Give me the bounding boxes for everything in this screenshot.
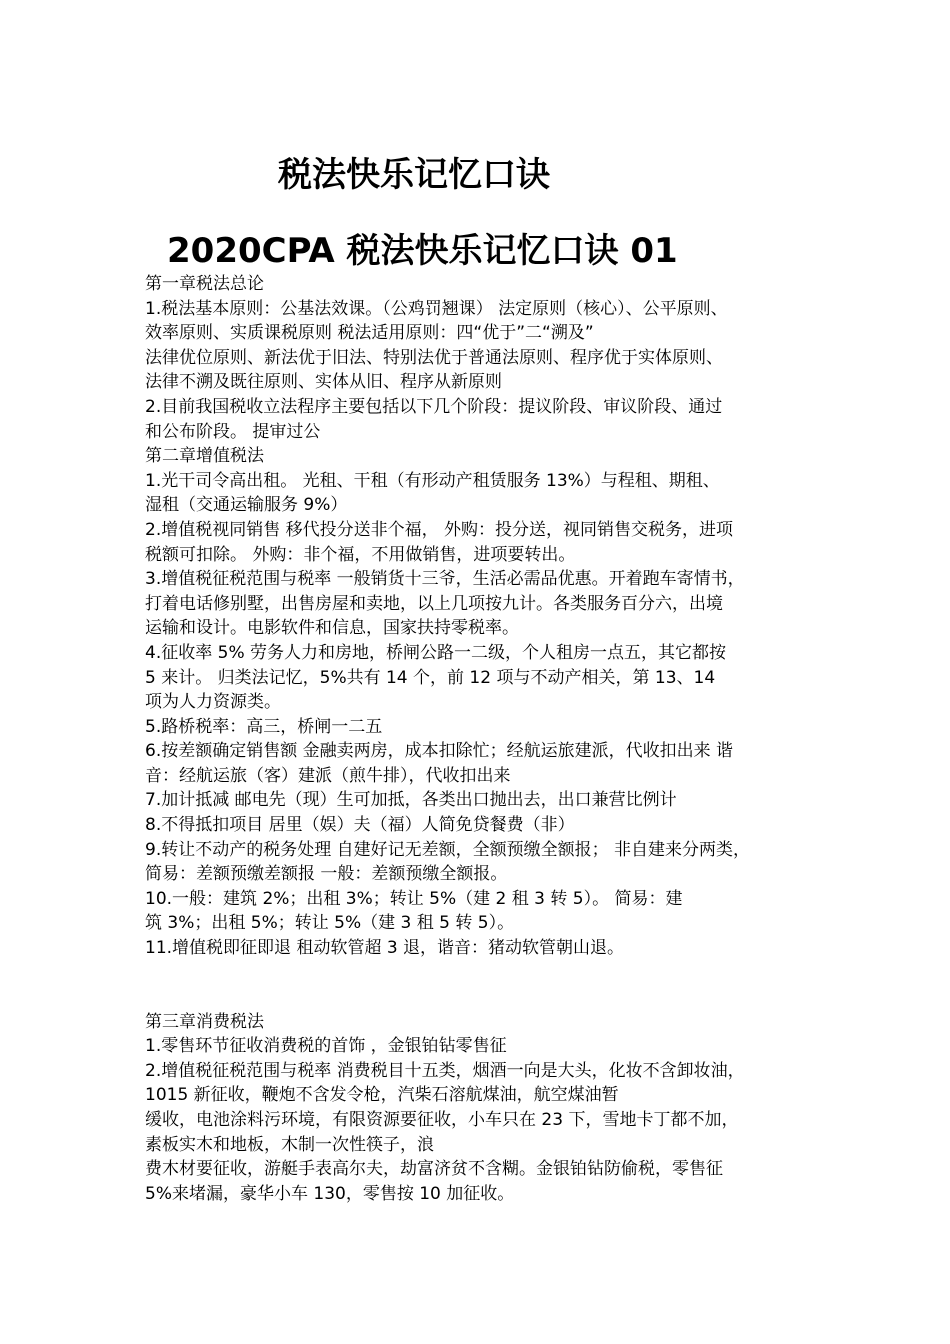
- text-line: 税额可扣除。 外购：非个福，不用做销售，进项要转出。: [145, 544, 576, 565]
- text-line: 简易：差额预缴差额报 一般：差额预缴全额报。: [145, 864, 508, 885]
- text-line: 2.目前我国税收立法程序主要包括以下几个阶段：提议阶段、审议阶段、通过: [145, 396, 723, 417]
- chapter-heading-1: 第一章税法总论: [145, 274, 264, 294]
- text-line: 7.加计抵减 邮电先（现）生可加抵，各类出口抛出去，出口兼营比例计: [145, 790, 677, 811]
- text-line: 5 来计。 归类法记忆，5%共有 14 个，前 12 项与不动产相关，第 13、14: [145, 667, 716, 688]
- text-line: 费木材要征收，游艇手表高尔夫，劫富济贫不含糊。金银铂钻防偷税，零售征: [145, 1159, 723, 1180]
- text-line: 筑 3%；出租 5%；转让 5%（建 3 租 5 转 5）。: [145, 913, 515, 934]
- text-line: 运输和设计。电影软件和信息，国家扶持零税率。: [145, 618, 519, 639]
- text-line: 6.按差额确定销售额 金融卖两房，成本扣除忙；经航运旅建派，代收扣出来 谐: [145, 741, 734, 762]
- blank-gap: [145, 961, 825, 1010]
- text-line: 素板实木和地板，木制一次性筷子，浪: [145, 1134, 434, 1155]
- text-line: 湿租（交通运输服务 9%）: [145, 495, 348, 516]
- text-line: 3.增值税征税范围与税率 一般销货十三爷，生活必需品优惠。开着跑车寄情书，: [145, 569, 745, 590]
- text-line: 1.零售环节征收消费税的首饰 ，金银铂钻零售征: [145, 1036, 507, 1057]
- text-line: 法律优位原则、新法优于旧法、特别法优于普通法原则、程序优于实体原则、: [145, 347, 723, 368]
- chapter-heading-2: 第二章增值税法: [145, 446, 264, 467]
- text-line: 9.转让不动产的税务处理 自建好记无差额，全额预缴全额报； 非自建来分两类，: [145, 839, 751, 860]
- text-line: 1.税法基本原则：公基法效课。（公鸡罚翘课） 法定原则（核心）、公平原则、: [145, 298, 728, 319]
- text-line: 效率原则、实质课税原则 税法适用原则：四“优于”二“溯及”: [145, 323, 594, 344]
- text-line: 和公布阶段。 提审过公: [145, 421, 321, 442]
- text-line: 法律不溯及既往原则、实体从旧、程序从新原则: [145, 372, 502, 393]
- text-line: 1015 新征收，鞭炮不含发令枪，汽柴石溶航煤油，航空煤油暂: [145, 1085, 619, 1106]
- document-body: [145, 272, 825, 1206]
- text-line: 打着电话修别墅，出售房屋和卖地，以上几项按九计。各类服务百分六，出境: [145, 593, 723, 614]
- text-line: 10.一般：建筑 2%；出租 3%；转让 5%（建 2 租 3 转 5）。 简易：建: [145, 888, 683, 909]
- text-line: 2.增值税征税范围与税率 消费税目十五类，烟酒一向是大头，化妆不含卸妆油，: [145, 1060, 745, 1081]
- text-line: 5%来堵漏，豪华小车 130，零售按 10 加征收。: [145, 1183, 515, 1204]
- text-line: 8.不得抵扣项目 居里（娱）夫（福）人简免贷餐费（非）: [145, 815, 575, 836]
- text-line: 缓收，电池涂料污环境，有限资源要征收，小车只在 23 下，雪地卡丁都不加，: [145, 1110, 739, 1130]
- text-line: 5.路桥税率：高三，桥闸一二五: [145, 716, 383, 737]
- text-line: 4.征收率 5% 劳务人力和房地，桥闸公路一二级，个人租房一点五，其它都按: [145, 642, 726, 663]
- document-title: 税法快乐记忆口诀: [278, 155, 550, 195]
- text-line: 1.光干司令高出租。 光租、干租（有形动产租赁服务 13%）与程租、期租、: [145, 470, 720, 491]
- text-line: 项为人力资源类。: [145, 692, 281, 713]
- text-line: 2.增值税视同销售 移代投分送非个福， 外购：投分送，视同销售交税务，进项: [145, 519, 734, 540]
- text-line: 11.增值税即征即退 租动软管超 3 退，谐音：猪动软管朝山退。: [145, 938, 625, 959]
- text-line: 音：经航运旅（客）建派（煎牛排），代收扣出来: [145, 765, 511, 786]
- document-subtitle: 2020CPA 税法快乐记忆口诀 01: [167, 231, 678, 271]
- chapter-heading-3: 第三章消费税法: [145, 1011, 264, 1032]
